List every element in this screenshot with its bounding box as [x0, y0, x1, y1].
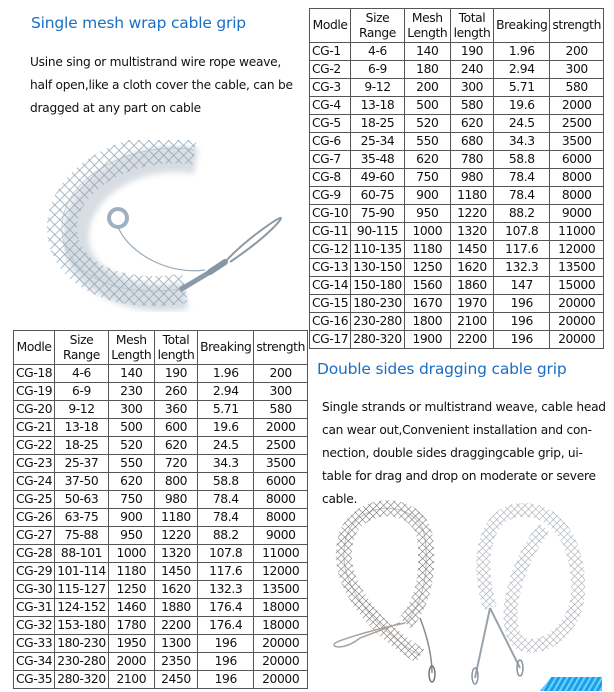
table-row	[310, 205, 604, 223]
cell-strength: 15000	[550, 277, 604, 295]
cell-breaking: 1.96	[198, 365, 254, 383]
cell-model: CG-19	[14, 383, 55, 401]
table-row	[14, 617, 308, 635]
header-size-range: Size Range	[351, 9, 405, 43]
cell-mesh-length: 140	[108, 365, 154, 383]
cell-total-length: 2450	[154, 671, 197, 689]
cell-breaking: 78.4	[494, 187, 550, 205]
cell-size-range: 180-230	[351, 295, 405, 313]
cell-size-range: 9-12	[55, 401, 109, 419]
cell-breaking: 196	[494, 313, 550, 331]
description-line: Usine sing or multistrand wire rope weave,	[30, 55, 282, 69]
header-model: Modle	[310, 9, 351, 43]
cell-breaking: 1.96	[494, 43, 550, 61]
cell-total-length: 1880	[154, 599, 197, 617]
cell-size-range: 13-18	[351, 97, 405, 115]
description-line: half open,like a cloth cover the cable, can be	[30, 78, 293, 92]
table-row	[310, 241, 604, 259]
cell-breaking: 34.3	[198, 455, 254, 473]
cell-total-length: 1450	[450, 241, 493, 259]
cell-size-range: 280-320	[351, 331, 405, 349]
cell-total-length: 1300	[154, 635, 197, 653]
cell-total-length: 300	[450, 79, 493, 97]
header-size-range: Size Range	[55, 331, 109, 365]
cell-strength: 13500	[550, 259, 604, 277]
description-line: table for drag and drop on moderate or severe	[322, 469, 596, 483]
table-row	[310, 295, 604, 313]
cell-mesh-length: 1780	[108, 617, 154, 635]
cell-mesh-length: 230	[108, 383, 154, 401]
cell-size-range: 230-280	[351, 313, 405, 331]
cell-strength: 200	[550, 43, 604, 61]
table-row	[310, 187, 604, 205]
cell-breaking: 78.4	[198, 491, 254, 509]
cell-size-range: 9-12	[351, 79, 405, 97]
cell-size-range: 25-37	[55, 455, 109, 473]
table-row	[310, 151, 604, 169]
table-row	[310, 43, 604, 61]
cell-size-range: 49-60	[351, 169, 405, 187]
table-row	[310, 133, 604, 151]
table-row	[14, 545, 308, 563]
table-row	[310, 79, 604, 97]
cell-breaking: 176.4	[198, 599, 254, 617]
cell-strength: 8000	[254, 509, 308, 527]
cell-size-range: 153-180	[55, 617, 109, 635]
cell-strength: 580	[254, 401, 308, 419]
cell-model: CG-25	[14, 491, 55, 509]
cell-total-length: 600	[154, 419, 197, 437]
cell-mesh-length: 2100	[108, 671, 154, 689]
cell-breaking: 176.4	[198, 617, 254, 635]
cell-model: CG-14	[310, 277, 351, 295]
cell-size-range: 110-135	[351, 241, 405, 259]
cell-mesh-length: 180	[404, 61, 450, 79]
cell-size-range: 230-280	[55, 653, 109, 671]
cell-model: CG-22	[14, 437, 55, 455]
cell-size-range: 60-75	[351, 187, 405, 205]
cell-breaking: 19.6	[494, 97, 550, 115]
table-row	[14, 473, 308, 491]
cell-strength: 18000	[254, 617, 308, 635]
cell-breaking: 196	[494, 295, 550, 313]
header-total-length: Total length	[450, 9, 493, 43]
cell-total-length: 240	[450, 61, 493, 79]
cell-mesh-length: 900	[404, 187, 450, 205]
table-row	[14, 653, 308, 671]
cell-model: CG-4	[310, 97, 351, 115]
cell-mesh-length: 1250	[404, 259, 450, 277]
header-breaking: Breaking	[198, 331, 254, 365]
cell-model: CG-12	[310, 241, 351, 259]
cell-breaking: 107.8	[198, 545, 254, 563]
cell-breaking: 132.3	[494, 259, 550, 277]
cell-total-length: 360	[154, 401, 197, 419]
cell-size-range: 4-6	[55, 365, 109, 383]
cell-size-range: 18-25	[55, 437, 109, 455]
cell-breaking: 117.6	[494, 241, 550, 259]
cell-model: CG-29	[14, 563, 55, 581]
cell-strength: 300	[550, 61, 604, 79]
cell-strength: 6000	[550, 151, 604, 169]
cell-mesh-length: 500	[404, 97, 450, 115]
cell-breaking: 34.3	[494, 133, 550, 151]
table-row	[14, 365, 308, 383]
cell-breaking: 117.6	[198, 563, 254, 581]
cell-model: CG-32	[14, 617, 55, 635]
table-row	[14, 509, 308, 527]
table-row	[14, 599, 308, 617]
cell-model: CG-26	[14, 509, 55, 527]
cell-model: CG-20	[14, 401, 55, 419]
cell-mesh-length: 1560	[404, 277, 450, 295]
cell-size-range: 63-75	[55, 509, 109, 527]
table-row	[310, 331, 604, 349]
cell-total-length: 1450	[154, 563, 197, 581]
cell-mesh-length: 1800	[404, 313, 450, 331]
cell-mesh-length: 1900	[404, 331, 450, 349]
double-sides-grip-image	[320, 498, 590, 688]
description-line: Single strands or multistrand weave, cable head	[322, 400, 606, 414]
cell-breaking: 78.4	[198, 509, 254, 527]
cell-mesh-length: 300	[108, 401, 154, 419]
cell-strength: 8000	[550, 187, 604, 205]
section-description-double-sides	[322, 396, 612, 511]
cell-model: CG-5	[310, 115, 351, 133]
cell-mesh-length: 140	[404, 43, 450, 61]
cell-strength: 12000	[254, 563, 308, 581]
cell-model: CG-7	[310, 151, 351, 169]
cell-model: CG-23	[14, 455, 55, 473]
single-mesh-grip-image	[40, 140, 290, 320]
cell-mesh-length: 500	[108, 419, 154, 437]
table-header-row	[310, 9, 604, 43]
cell-mesh-length: 520	[108, 437, 154, 455]
table-header-row	[14, 331, 308, 365]
cell-strength: 200	[254, 365, 308, 383]
cell-strength: 8000	[550, 169, 604, 187]
cell-model: CG-34	[14, 653, 55, 671]
cell-mesh-length: 1460	[108, 599, 154, 617]
cell-total-length: 190	[450, 43, 493, 61]
table-row	[14, 437, 308, 455]
cell-breaking: 2.94	[494, 61, 550, 79]
cell-mesh-length: 550	[108, 455, 154, 473]
description-line: cable.	[322, 492, 358, 506]
cell-breaking: 88.2	[198, 527, 254, 545]
cell-strength: 2000	[550, 97, 604, 115]
table-row	[14, 401, 308, 419]
cell-model: CG-6	[310, 133, 351, 151]
cell-breaking: 78.4	[494, 169, 550, 187]
cell-size-range: 115-127	[55, 581, 109, 599]
cell-strength: 11000	[550, 223, 604, 241]
cell-breaking: 58.8	[198, 473, 254, 491]
cell-breaking: 24.5	[494, 115, 550, 133]
spec-table-cg1-cg17	[309, 8, 604, 349]
cell-strength: 11000	[254, 545, 308, 563]
cell-total-length: 1320	[450, 223, 493, 241]
cell-model: CG-17	[310, 331, 351, 349]
cell-total-length: 2200	[450, 331, 493, 349]
cell-breaking: 107.8	[494, 223, 550, 241]
cell-total-length: 1970	[450, 295, 493, 313]
table-row	[310, 223, 604, 241]
header-strength: strength	[254, 331, 308, 365]
table-row	[310, 259, 604, 277]
cell-total-length: 980	[154, 491, 197, 509]
cell-mesh-length: 750	[108, 491, 154, 509]
cell-model: CG-16	[310, 313, 351, 331]
cell-model: CG-33	[14, 635, 55, 653]
table-row	[310, 313, 604, 331]
header-model: Modle	[14, 331, 55, 365]
cell-size-range: 130-150	[351, 259, 405, 277]
cell-strength: 9000	[254, 527, 308, 545]
cell-breaking: 196	[198, 635, 254, 653]
cell-model: CG-9	[310, 187, 351, 205]
cell-breaking: 132.3	[198, 581, 254, 599]
cell-mesh-length: 550	[404, 133, 450, 151]
cell-size-range: 75-88	[55, 527, 109, 545]
cell-mesh-length: 1250	[108, 581, 154, 599]
cell-strength: 20000	[550, 295, 604, 313]
cell-model: CG-13	[310, 259, 351, 277]
cell-model: CG-31	[14, 599, 55, 617]
table-row	[14, 581, 308, 599]
cell-size-range: 6-9	[351, 61, 405, 79]
cell-breaking: 147	[494, 277, 550, 295]
cell-total-length: 1220	[154, 527, 197, 545]
cell-mesh-length: 1180	[404, 241, 450, 259]
cell-model: CG-15	[310, 295, 351, 313]
cell-total-length: 1860	[450, 277, 493, 295]
cell-model: CG-35	[14, 671, 55, 689]
cell-total-length: 2200	[154, 617, 197, 635]
spec-table-cg18-cg35	[13, 330, 308, 689]
cell-total-length: 580	[450, 97, 493, 115]
cell-strength: 20000	[550, 331, 604, 349]
cell-total-length: 260	[154, 383, 197, 401]
cell-size-range: 37-50	[55, 473, 109, 491]
cell-breaking: 196	[198, 671, 254, 689]
cell-mesh-length: 520	[404, 115, 450, 133]
table-row	[14, 527, 308, 545]
cell-size-range: 6-9	[55, 383, 109, 401]
cell-mesh-length: 900	[108, 509, 154, 527]
cell-breaking: 58.8	[494, 151, 550, 169]
cell-breaking: 88.2	[494, 205, 550, 223]
table-row	[14, 491, 308, 509]
cell-mesh-length: 1950	[108, 635, 154, 653]
header-mesh-length: Mesh Length	[108, 331, 154, 365]
cell-breaking: 19.6	[198, 419, 254, 437]
cell-model: CG-18	[14, 365, 55, 383]
cell-size-range: 13-18	[55, 419, 109, 437]
section-title-double-sides: Double sides dragging cable grip	[317, 360, 567, 378]
cell-total-length: 800	[154, 473, 197, 491]
description-line: dragged at any part on cable	[30, 101, 201, 115]
cell-strength: 8000	[254, 491, 308, 509]
cell-mesh-length: 750	[404, 169, 450, 187]
cell-strength: 3500	[550, 133, 604, 151]
cell-size-range: 35-48	[351, 151, 405, 169]
cell-total-length: 680	[450, 133, 493, 151]
cell-strength: 580	[550, 79, 604, 97]
description-line: nection, double sides draggingcable grip, ui-	[322, 446, 583, 460]
table-row	[310, 115, 604, 133]
cell-total-length: 2100	[450, 313, 493, 331]
cell-strength: 20000	[254, 635, 308, 653]
cell-mesh-length: 1670	[404, 295, 450, 313]
cell-total-length: 780	[450, 151, 493, 169]
table-row	[14, 419, 308, 437]
cell-model: CG-21	[14, 419, 55, 437]
header-strength: strength	[550, 9, 604, 43]
cell-strength: 300	[254, 383, 308, 401]
cell-size-range: 124-152	[55, 599, 109, 617]
cell-model: CG-10	[310, 205, 351, 223]
cell-mesh-length: 950	[404, 205, 450, 223]
section-description-single-mesh	[30, 51, 310, 120]
cell-size-range: 150-180	[351, 277, 405, 295]
cell-model: CG-1	[310, 43, 351, 61]
cell-total-length: 980	[450, 169, 493, 187]
cell-mesh-length: 1000	[108, 545, 154, 563]
table-row	[14, 563, 308, 581]
cell-strength: 3500	[254, 455, 308, 473]
cell-breaking: 5.71	[198, 401, 254, 419]
cell-strength: 20000	[254, 653, 308, 671]
cell-size-range: 50-63	[55, 491, 109, 509]
cell-total-length: 190	[154, 365, 197, 383]
header-total-length: Total length	[154, 331, 197, 365]
cell-size-range: 180-230	[55, 635, 109, 653]
table-row	[14, 455, 308, 473]
cell-total-length: 2350	[154, 653, 197, 671]
cell-strength: 20000	[550, 313, 604, 331]
section-title-single-mesh: Single mesh wrap cable grip	[31, 14, 246, 32]
table-row	[14, 671, 308, 689]
cell-size-range: 25-34	[351, 133, 405, 151]
cell-model: CG-3	[310, 79, 351, 97]
cell-total-length: 1620	[154, 581, 197, 599]
cell-model: CG-8	[310, 169, 351, 187]
cell-mesh-length: 1000	[404, 223, 450, 241]
cell-breaking: 196	[198, 653, 254, 671]
cell-size-range: 4-6	[351, 43, 405, 61]
cell-model: CG-2	[310, 61, 351, 79]
table-row	[14, 635, 308, 653]
cell-breaking: 2.94	[198, 383, 254, 401]
cell-size-range: 18-25	[351, 115, 405, 133]
table-row	[310, 277, 604, 295]
cell-mesh-length: 2000	[108, 653, 154, 671]
cell-size-range: 90-115	[351, 223, 405, 241]
cell-strength: 2000	[254, 419, 308, 437]
header-mesh-length: Mesh Length	[404, 9, 450, 43]
cell-strength: 6000	[254, 473, 308, 491]
description-line: can wear out,Convenient installation and con-	[322, 423, 592, 437]
table-row	[310, 61, 604, 79]
cell-model: CG-28	[14, 545, 55, 563]
cell-breaking: 196	[494, 331, 550, 349]
cell-strength: 12000	[550, 241, 604, 259]
cell-total-length: 1220	[450, 205, 493, 223]
cell-total-length: 620	[450, 115, 493, 133]
cell-breaking: 24.5	[198, 437, 254, 455]
cell-model: CG-24	[14, 473, 55, 491]
cell-breaking: 5.71	[494, 79, 550, 97]
cell-total-length: 1180	[154, 509, 197, 527]
cell-total-length: 620	[154, 437, 197, 455]
cell-model: CG-11	[310, 223, 351, 241]
cell-strength: 13500	[254, 581, 308, 599]
table-row	[310, 169, 604, 187]
cell-model: CG-30	[14, 581, 55, 599]
table-row	[310, 97, 604, 115]
cell-total-length: 720	[154, 455, 197, 473]
cell-strength: 20000	[254, 671, 308, 689]
cell-strength: 9000	[550, 205, 604, 223]
header-breaking: Breaking	[494, 9, 550, 43]
cell-size-range: 280-320	[55, 671, 109, 689]
cell-strength: 2500	[254, 437, 308, 455]
cell-strength: 2500	[550, 115, 604, 133]
cell-strength: 18000	[254, 599, 308, 617]
cell-mesh-length: 1180	[108, 563, 154, 581]
cell-mesh-length: 620	[404, 151, 450, 169]
table-row	[14, 383, 308, 401]
cell-total-length: 1620	[450, 259, 493, 277]
cell-size-range: 88-101	[55, 545, 109, 563]
cell-total-length: 1320	[154, 545, 197, 563]
cell-mesh-length: 620	[108, 473, 154, 491]
cell-size-range: 75-90	[351, 205, 405, 223]
cell-model: CG-27	[14, 527, 55, 545]
cell-size-range: 101-114	[55, 563, 109, 581]
cell-mesh-length: 950	[108, 527, 154, 545]
cell-mesh-length: 200	[404, 79, 450, 97]
cell-total-length: 1180	[450, 187, 493, 205]
